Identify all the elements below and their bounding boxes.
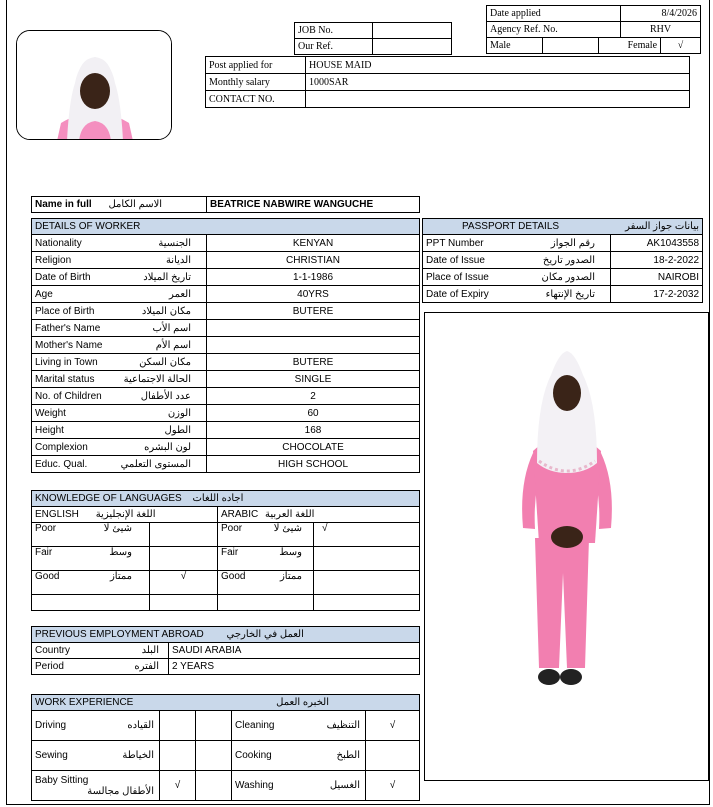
english-level-label: Good bbox=[35, 571, 60, 582]
arabic-level-label-ar: ممتاز bbox=[279, 571, 302, 582]
period-label-ar: الفتره bbox=[134, 661, 159, 672]
name-table bbox=[31, 196, 420, 213]
salary-value: 1000SAR bbox=[306, 74, 690, 91]
work-experience-table bbox=[31, 694, 420, 801]
passport-field-label: PPT Number bbox=[426, 237, 484, 249]
job-ref-table bbox=[294, 22, 452, 55]
experience-skill-label-ar: الغسيل bbox=[329, 780, 360, 791]
arabic-level-mark bbox=[314, 571, 420, 595]
arabic-level-label-ar: شيئ لا bbox=[273, 523, 302, 534]
worker-field-value: BUTERE bbox=[207, 354, 420, 371]
experience-skill-label: Baby Sitting bbox=[35, 774, 89, 786]
experience-skill-label-ar: الخياطة bbox=[122, 750, 154, 761]
worker-field-label: Living in Town bbox=[35, 356, 98, 368]
worker-field-label: Mother's Name bbox=[35, 339, 103, 351]
worker-field-label: Nationality bbox=[35, 237, 82, 249]
passport-row bbox=[423, 269, 703, 286]
worker-field-label: Complexion bbox=[35, 441, 88, 453]
worker-field-label: Date of Birth bbox=[35, 271, 91, 283]
english-level-label: Fair bbox=[35, 547, 53, 558]
female-value: √ bbox=[661, 38, 701, 54]
job-no-label: JOB No. bbox=[295, 23, 373, 39]
employment-title: PREVIOUS EMPLOYMENT ABROAD bbox=[35, 629, 204, 640]
experience-row bbox=[32, 771, 420, 801]
worker-field-value: BUTERE bbox=[207, 303, 420, 320]
experience-skill-mark: √ bbox=[160, 771, 196, 801]
worker-field-value: CHOCOLATE bbox=[207, 439, 420, 456]
worker-field-label-ar: الديانة bbox=[165, 254, 191, 266]
arabic-label: ARABIC bbox=[221, 509, 259, 520]
experience-skill-label-ar: الطبخ bbox=[336, 750, 360, 761]
passport-row bbox=[423, 235, 703, 252]
name-value: BEATRICE NABWIRE WANGUCHE bbox=[210, 199, 374, 210]
arabic-level-label: Fair bbox=[221, 547, 239, 558]
experience-skill-mark: √ bbox=[366, 771, 420, 801]
worker-field-value: 168 bbox=[207, 422, 420, 439]
worker-row bbox=[32, 405, 420, 422]
worker-field-label: No. of Children bbox=[35, 390, 102, 402]
language-level-row bbox=[32, 523, 420, 547]
country-label: Country bbox=[35, 645, 71, 656]
languages-table bbox=[31, 490, 420, 611]
worker-field-value: 60 bbox=[207, 405, 420, 422]
worker-field-label: Father's Name bbox=[35, 322, 101, 334]
passport-field-label: Place of Issue bbox=[426, 271, 489, 283]
female-label: Female bbox=[599, 38, 661, 54]
employment-title-ar: العمل في الخارجي bbox=[226, 629, 304, 640]
passport-field-value: AK1043558 bbox=[611, 235, 703, 252]
worker-details-title: DETAILS OF WORKER bbox=[32, 219, 420, 235]
languages-title: KNOWLEDGE OF LANGUAGES bbox=[35, 493, 182, 504]
job-no-value bbox=[373, 23, 452, 39]
worker-field-label: Place of Birth bbox=[35, 305, 95, 317]
experience-skill-label: Washing bbox=[235, 780, 274, 791]
passport-field-label: Date of Issue bbox=[426, 254, 485, 266]
worker-row bbox=[32, 422, 420, 439]
worker-field-value: 2 bbox=[207, 388, 420, 405]
worker-field-label-ar: لون البشره bbox=[144, 441, 191, 453]
passport-field-label: Date of Expiry bbox=[426, 288, 489, 300]
passport-field-label-ar: الصدور تاريخ bbox=[542, 254, 595, 266]
country-value: SAUDI ARABIA bbox=[169, 643, 420, 659]
post-value: HOUSE MAID bbox=[306, 57, 690, 74]
worker-field-label: Age bbox=[35, 288, 53, 300]
worker-row bbox=[32, 388, 420, 405]
worker-row bbox=[32, 252, 420, 269]
arabic-level-label: Poor bbox=[221, 523, 243, 534]
full-body-photo-image bbox=[425, 313, 709, 781]
experience-skill-label-ar: القياده bbox=[127, 720, 154, 731]
experience-skill-label: Cooking bbox=[235, 750, 272, 761]
name-label-ar: الاسم الكامل bbox=[108, 199, 163, 210]
male-label: Male bbox=[487, 38, 543, 54]
post-salary-table bbox=[205, 56, 690, 108]
passport-details-table bbox=[422, 218, 703, 303]
worker-field-value bbox=[207, 337, 420, 354]
worker-row bbox=[32, 286, 420, 303]
worker-details-table bbox=[31, 218, 420, 473]
experience-skill-label: Cleaning bbox=[235, 720, 275, 731]
contact-label: CONTACT NO. bbox=[206, 91, 306, 108]
worker-row bbox=[32, 269, 420, 286]
english-level-label-ar: شيئ لا bbox=[103, 523, 132, 534]
worker-field-value: 40YRS bbox=[207, 286, 420, 303]
worker-field-label: Weight bbox=[35, 407, 66, 419]
worker-field-label-ar: مكان الميلاد bbox=[141, 305, 191, 317]
languages-title-ar: اجاده اللغات bbox=[192, 493, 244, 504]
experience-skill-label: Driving bbox=[35, 720, 67, 731]
language-level-row bbox=[32, 547, 420, 571]
experience-row bbox=[32, 741, 420, 771]
experience-skill-mark bbox=[160, 711, 196, 741]
english-label: ENGLISH bbox=[35, 509, 79, 520]
worker-row bbox=[32, 354, 420, 371]
date-applied-label: Date applied bbox=[487, 6, 621, 22]
worker-field-label-ar: تاريخ الميلاد bbox=[143, 271, 191, 283]
worker-field-value: 1-1-1986 bbox=[207, 269, 420, 286]
date-agency-table bbox=[486, 5, 701, 54]
passport-row bbox=[423, 252, 703, 269]
worker-field-label: Religion bbox=[35, 254, 72, 266]
country-label-ar: البلد bbox=[141, 645, 159, 656]
passport-field-value: NAIROBI bbox=[611, 269, 703, 286]
agency-ref-label: Agency Ref. No. bbox=[487, 22, 621, 38]
worker-row bbox=[32, 320, 420, 337]
worker-field-label-ar: المستوى التعلمي bbox=[120, 458, 191, 470]
passport-field-label-ar: تاريخ الإنتهاء bbox=[545, 288, 595, 300]
worker-row bbox=[32, 235, 420, 252]
language-spacer-row bbox=[32, 595, 420, 611]
male-value bbox=[543, 38, 599, 54]
our-ref-value bbox=[373, 39, 452, 55]
experience-skill-mark: √ bbox=[366, 711, 420, 741]
worker-row bbox=[32, 337, 420, 354]
employment-table bbox=[31, 626, 420, 675]
english-level-mark bbox=[150, 547, 218, 571]
arabic-level-label-ar: وسط bbox=[279, 547, 302, 558]
portrait-photo-image bbox=[17, 31, 172, 140]
worker-field-label-ar: اسم الأم bbox=[155, 339, 191, 351]
worker-field-label-ar: العمر bbox=[169, 288, 191, 300]
english-level-label: Poor bbox=[35, 523, 57, 534]
experience-title: WORK EXPERIENCE bbox=[35, 697, 134, 708]
period-value: 2 YEARS bbox=[169, 659, 420, 675]
period-label: Period bbox=[35, 661, 64, 672]
worker-field-value: SINGLE bbox=[207, 371, 420, 388]
experience-skill-label: Sewing bbox=[35, 750, 68, 761]
experience-skill-mark bbox=[160, 741, 196, 771]
english-level-mark bbox=[150, 523, 218, 547]
english-label-ar: اللغة الإنجليزية bbox=[95, 509, 156, 520]
english-level-mark: √ bbox=[150, 571, 218, 595]
portrait-photo bbox=[16, 30, 172, 140]
passport-field-label-ar: الصدور مكان bbox=[541, 271, 595, 283]
agency-ref-value: RHV bbox=[621, 22, 701, 38]
passport-field-label-ar: رقم الجواز bbox=[550, 237, 595, 249]
our-ref-label: Our Ref. bbox=[295, 39, 373, 55]
worker-field-label-ar: اسم الأب bbox=[152, 322, 191, 334]
worker-field-value: KENYAN bbox=[207, 235, 420, 252]
worker-field-label-ar: عدد الأطفال bbox=[140, 390, 191, 402]
english-level-label-ar: ممتاز bbox=[109, 571, 132, 582]
salary-label: Monthly salary bbox=[206, 74, 306, 91]
language-level-row bbox=[32, 571, 420, 595]
passport-title-ar: بيانات جواز السفر bbox=[625, 221, 700, 232]
experience-title-ar: الخبره العمل bbox=[276, 697, 329, 708]
worker-row bbox=[32, 439, 420, 456]
worker-field-label-ar: الجنسية bbox=[158, 237, 191, 249]
worker-field-label-ar: الوزن bbox=[167, 407, 191, 419]
passport-row bbox=[423, 286, 703, 303]
arabic-level-mark bbox=[314, 547, 420, 571]
name-label: Name in full bbox=[35, 199, 92, 210]
experience-row bbox=[32, 711, 420, 741]
worker-field-label-ar: الحالة الاجتماعية bbox=[123, 373, 191, 385]
passport-title: PASSPORT DETAILS bbox=[462, 221, 560, 232]
full-body-photo bbox=[424, 312, 709, 781]
arabic-level-label: Good bbox=[221, 571, 246, 582]
date-applied-value: 8/4/2026 bbox=[621, 6, 701, 22]
worker-field-value: CHRISTIAN bbox=[207, 252, 420, 269]
worker-row bbox=[32, 303, 420, 320]
worker-field-label: Height bbox=[35, 424, 64, 436]
worker-field-label: Marital status bbox=[35, 373, 95, 385]
worker-row bbox=[32, 456, 420, 473]
worker-row bbox=[32, 371, 420, 388]
passport-field-value: 18-2-2022 bbox=[611, 252, 703, 269]
passport-field-value: 17-2-2032 bbox=[611, 286, 703, 303]
worker-field-value: HIGH SCHOOL bbox=[207, 456, 420, 473]
worker-field-label-ar: مكان السكن bbox=[139, 356, 191, 368]
worker-field-label: Educ. Qual. bbox=[35, 458, 88, 470]
arabic-level-mark: √ bbox=[314, 523, 420, 547]
worker-field-value bbox=[207, 320, 420, 337]
experience-skill-label-ar: الأطفال مجالسة bbox=[87, 785, 154, 797]
english-level-label-ar: وسط bbox=[109, 547, 132, 558]
worker-field-label-ar: الطول bbox=[164, 424, 191, 436]
arabic-label-ar: اللغة العربية bbox=[265, 509, 315, 520]
experience-skill-mark bbox=[366, 741, 420, 771]
contact-value bbox=[306, 91, 690, 108]
post-label: Post applied for bbox=[206, 57, 306, 74]
experience-skill-label-ar: التنظيف bbox=[326, 720, 360, 731]
